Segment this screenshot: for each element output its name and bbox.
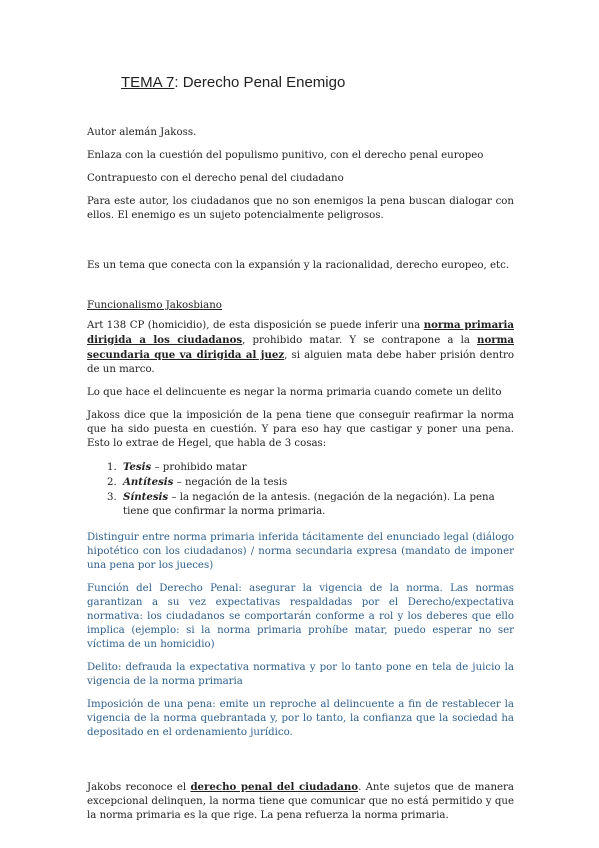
intro-populismo: Enlaza con la cuestión del populismo punitivo, con el derecho penal europeo [87, 150, 484, 161]
intro-contrapuesto: Contrapuesto con el derecho penal del ciudadano [87, 173, 344, 184]
jakobs-paragraph: Jakobs reconoce el derecho penal del ciudadano. Ante sujetos que de manera excepcional delinquen, la norma tiene que comunicar que no está permitido y que la norma primaria es la que rige. La pena refuerza la norma primaria. [87, 781, 514, 821]
section-heading: Funcionalismo Jakosbiano [87, 300, 222, 311]
note-funcion: Función del Derecho Penal: asegurar la vigencia de la norma. Las normas garantizan a su vez expectativas respaldadas por el Derecho/expectativa normativa: los ciudadanos se comportarán conforme a rol y los deberes que ello implica (ejemplo: si la norma primaria prohíbe matar, puedo esperar no ser víctima de un homicidio) [87, 583, 514, 650]
list-item: 3. Síntesis – la negación de la antesis. (negación de la negación). La pena tiene que confirmar la norma primaria. [120, 490, 514, 519]
norma-secundaria-term: norma secundaria que va dirigida al juez [87, 334, 514, 361]
hegel-list [87, 460, 514, 519]
topic-paragraph: Es un tema que conecta con la expansión y la racionalidad, derecho europeo, etc. [87, 260, 510, 271]
note-distinguir: Distinguir entre norma primaria inferida tácitamente del enunciado legal (diálogo hipotético con los ciudadanos) / norma secundaria expresa (mandato de imponer una pena por los jueces) [87, 532, 514, 571]
delincuente-paragraph: Lo que hace el delincuente es negar la norma primaria cuando comete un delito [87, 387, 502, 398]
title-rest: : Derecho Penal Enemigo [174, 74, 346, 91]
list-item: 2. Antítesis – negación de la tesis [120, 475, 514, 490]
jakoss-paragraph: Jakoss dice que la imposición de la pena tiene que conseguir reafirmar la norma que ha sido puesta en cuestión. Y para eso hay que castigar y poner una pena. Esto lo extrae de Hegel, que habla de 3 cosas: [87, 410, 514, 449]
list-item: 1. Tesis – prohibido matar [120, 460, 514, 475]
note-delito: Delito: defrauda la expectativa normativa y por lo tanto pone en tela de juicio la vigencia de la norma primaria [87, 662, 514, 687]
norma-primaria-term: norma primaria dirigida a los ciudadanos [87, 319, 515, 346]
page-title [121, 74, 514, 92]
intro-author: Autor alemán Jakoss. [87, 127, 197, 138]
art-paragraph: Art 138 CP (homicidio), de esta disposición se puede inferir una norma primaria dirigida a los ciudadanos, prohibido matar. Y se contrapone a la norma secundaria que va dirigida al juez, si alguien mata debe haber prisión dentro de un marco. [87, 319, 515, 375]
title-prefix: TEMA 7 [121, 74, 175, 91]
note-imposicion: Imposición de una pena: emite un reproche al delincuente a fin de restablecer la vigencia de la norma quebrantada y, por lo tanto, la confianza que la sociedad ha depositado en el ordenamiento jurídico. [87, 699, 514, 738]
derecho-ciudadano-term: derecho penal del ciudadano [190, 781, 359, 793]
intro-enemigo: Para este autor, los ciudadanos que no son enemigos la pena buscan dialogar con ellos. El enemigo es un sujeto potencialmente peligrosos. [87, 196, 514, 221]
document-content [87, 74, 514, 832]
